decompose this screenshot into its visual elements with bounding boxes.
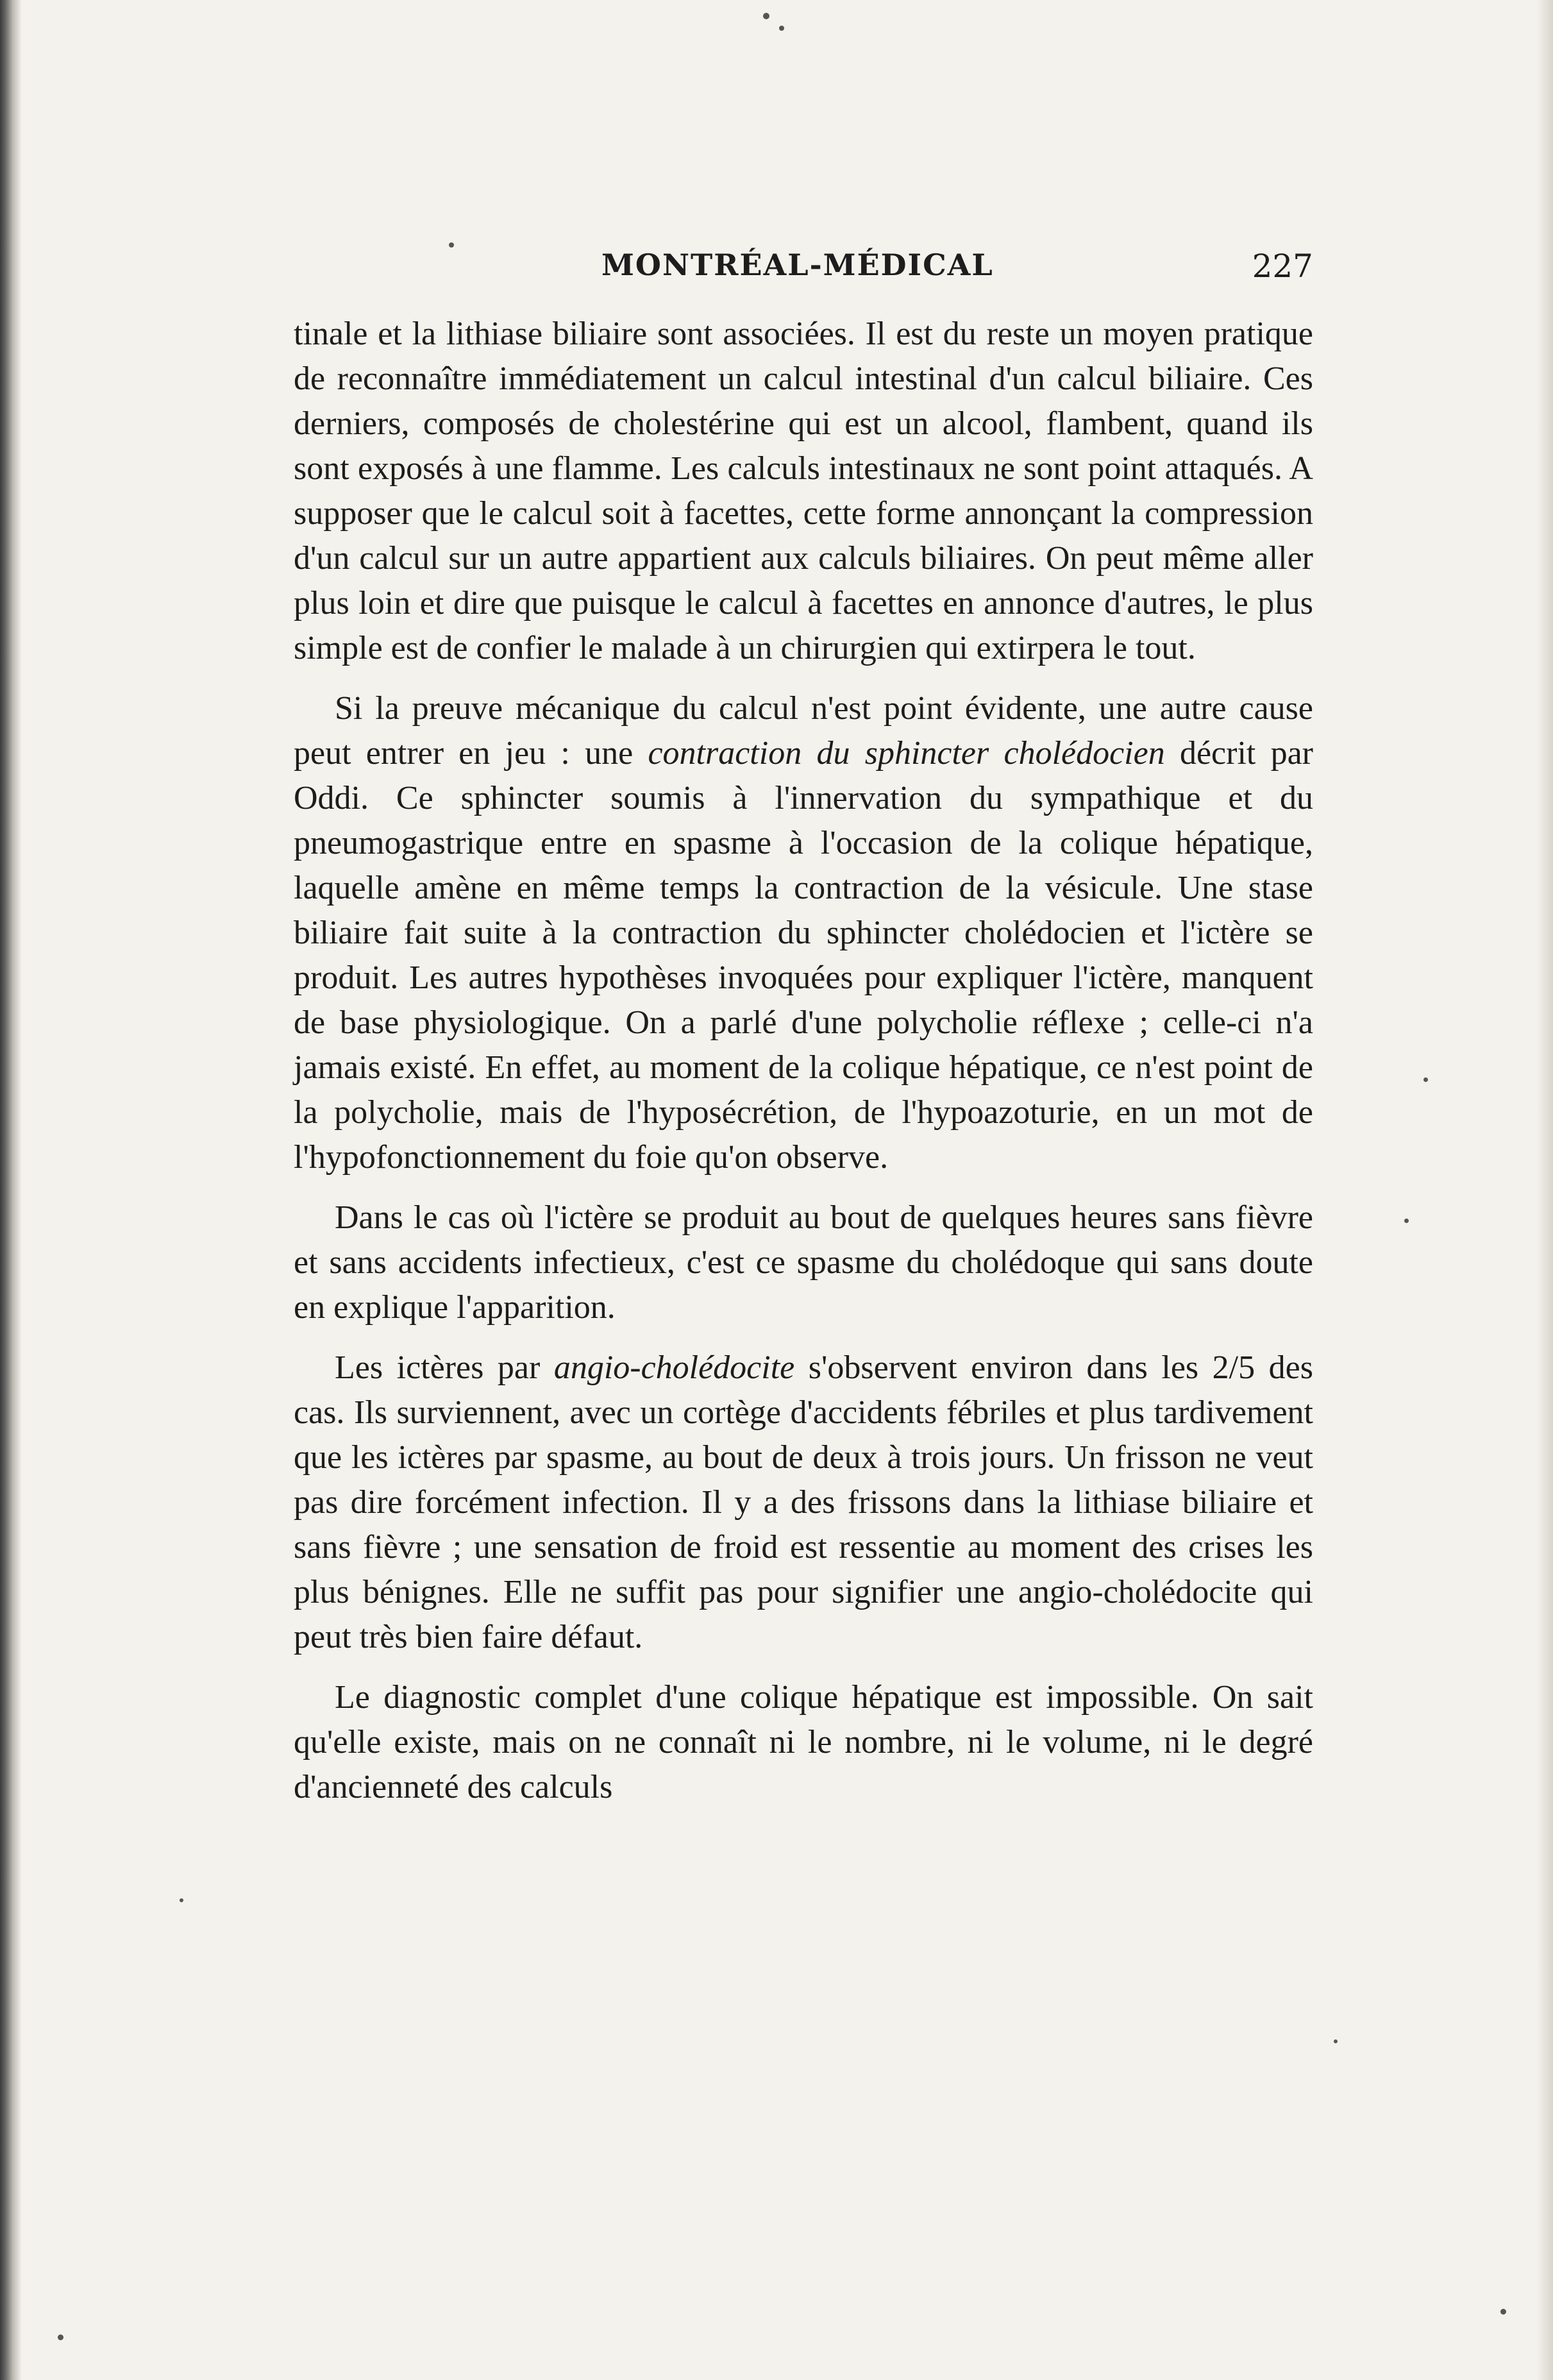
scan-speck [58,2334,63,2340]
scan-speck [180,1898,183,1902]
italic-term: contraction du sphincter cholédocien [648,735,1165,772]
text-segment: Dans le cas où l'ictère se produit au bout de quelques heures sans fièvre et sans accidents infectieux, c'est ce spasme du cholédoque qui sans doute en explique l'apparition. [294,1199,1313,1326]
scan-edge-right [1536,0,1553,2380]
text-segment: décrit par Oddi. Ce sphincter soumis à l'innervation du sympathique et du pneumogastrique entre en spasme à l'occasion de la colique hépatique, laquelle amène en même temps la contraction de la vésicule. Une stase biliaire fait suite à la contraction du sphincter cholédocien et l'ictère se produit. Les autres hypothèses invoquées pour expliquer l'ictère, manquent de base physiologique. On a parlé d'une polycholie réflexe ; celle-ci n'a jamais existé. En effet, au moment de la colique hépatique, ce n'est point de la polycholie, mais de l'hyposécrétion, de l'hypoazoturie, en un mot de l'hypofonctionnement du foie qu'on observe. [294,735,1314,1176]
italic-term: angio-cholédocite [553,1349,795,1386]
paragraph-spasme [294,1195,1313,1330]
scan-speck [1423,1077,1428,1082]
text-segment: Les ictères par [335,1349,554,1386]
scan-speck [1404,1219,1409,1223]
body-text [294,312,1313,1810]
scan-speck [1334,2039,1338,2043]
running-title: MONTRÉAL-MÉDICAL [601,248,994,282]
paragraph-continued [294,312,1313,671]
text-segment: Le diagnostic complet d'une colique hépatique est impossible. On sait qu'elle existe, mais on ne connaît ni le nombre, ni le volume, ni le degré d'ancienneté des calculs [294,1679,1313,1805]
paragraph-diagnostic [294,1675,1313,1810]
page-number: 227 [1252,248,1313,285]
text-segment: s'observent environ dans les 2/5 des cas. Ils surviennent, avec un cortège d'accidents fébriles et plus tardivement que les ictères par spasme, au bout de deux à trois jours. Un frisson ne veut pas dire forcément infection. Il y a des frissons dans la lithiase biliaire et sans fièvre ; une sensation de froid est ressentie au moment des crises les plus bénignes. Elle ne suffit pas pour signifier une angio-cholédocite qui peut très bien faire défaut. [294,1349,1313,1655]
text-segment: tinale et la lithiase biliaire sont associées. Il est du reste un moyen pratique de reconnaître immédiatement un calcul intestinal d'un calcul biliaire. Ces derniers, composés de cholestérine qui est un alcool, flambent, quand ils sont exposés à une flamme. Les calculs intestinaux ne sont point attaqués. A supposer que le calcul soit à facettes, cette forme annonçant la compression d'un calcul sur un autre appartient aux calculs biliaires. On peut même aller plus loin et dire que puisque le calcul à facettes en annonce d'autres, le plus simple est de confier le malade à un chirurgien qui extirpera le tout. [294,316,1313,666]
scan-speck [449,242,454,248]
paragraph-angiocholedocite [294,1346,1313,1660]
document-page [294,248,1313,1810]
paragraph-sphincter [294,686,1313,1180]
scan-binding-shadow [0,0,22,2380]
scan-speck [779,26,784,31]
scan-speck [763,13,769,19]
text-segment: Si la preuve mécanique du calcul n'est point évidente, une autre cause peut entrer en jeu : une [294,690,1313,772]
running-header [294,248,1313,299]
scan-speck [1500,2309,1506,2315]
